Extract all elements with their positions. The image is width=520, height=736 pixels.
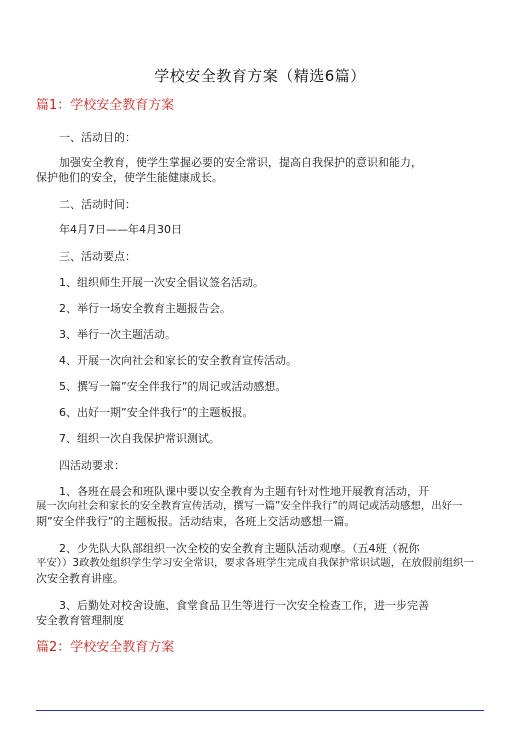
footer-divider [36,710,484,711]
list-item: 1、组织师生开展一次安全倡议签名活动。 [59,276,264,289]
paragraph-line: 保护他们的安全，使学生能健康成长。 [36,171,223,184]
document-title: 学校安全教育方案（精选6篇） [154,67,366,85]
paragraph-line: 加强安全教育，使学生掌握必要的安全常识，提高自我保护的意识和能力， [59,156,422,169]
section-heading-2: 篇2：学校安全教育方案 [36,640,175,655]
list-item: 5、撰写一篇”安全伴我行”的周记或活动感想。 [59,380,287,393]
paragraph-line: 安全教育管理制度 [36,614,124,627]
paragraph-line: 2、少先队大队部组织一次全校的安全教育主题队活动观摩。（五4班（祝你 [59,542,420,555]
list-item: 4、开展一次向社会和家长的安全教育宣传活动。 [59,354,297,367]
paragraph-line: 1、各班在晨会和班队课中要以安全教育为主题有针对性地开展教育活动，开 [59,485,429,498]
paragraph-line: 期”安全伴我行”的主题板报。活动结束，各班上交活动感想一篇。 [36,515,356,528]
paragraph-line: 平安））3政教处组织学生学习安全常识，要求各班学生完成自我保护常识试题，在放假前组织一 [36,557,474,569]
paragraph-line: 展一次向社会和家长的安全教育宣传活动，撰写一篇”安全伴我行”的周记或活动感想，出好一 [36,500,463,512]
section-heading-1: 篇1：学校安全教育方案 [36,98,175,113]
paragraph-line: 3、后勤处对校舍设施、食堂食品卫生等进行一次安全检查工作，进一步完善 [59,599,429,612]
list-item: 3、举行一次主题活动。 [59,328,176,341]
list-item: 7、组织一次自我保护常识测试。 [59,432,220,445]
list-item: 6、出好一期”安全伴我行”的主题板报。 [59,406,254,419]
item-requirements-heading: 四活动要求： [59,459,125,472]
item-purpose-heading: 一、活动目的： [59,131,136,144]
item-points-heading: 三、活动要点： [59,250,136,263]
paragraph-line: 年4月7日——年4月30日 [59,223,182,236]
list-item: 2、举行一场安全教育主题报告会。 [59,302,231,315]
item-time-heading: 二、活动时间： [59,198,136,211]
paragraph-line: 次安全教育讲座。 [36,572,124,585]
